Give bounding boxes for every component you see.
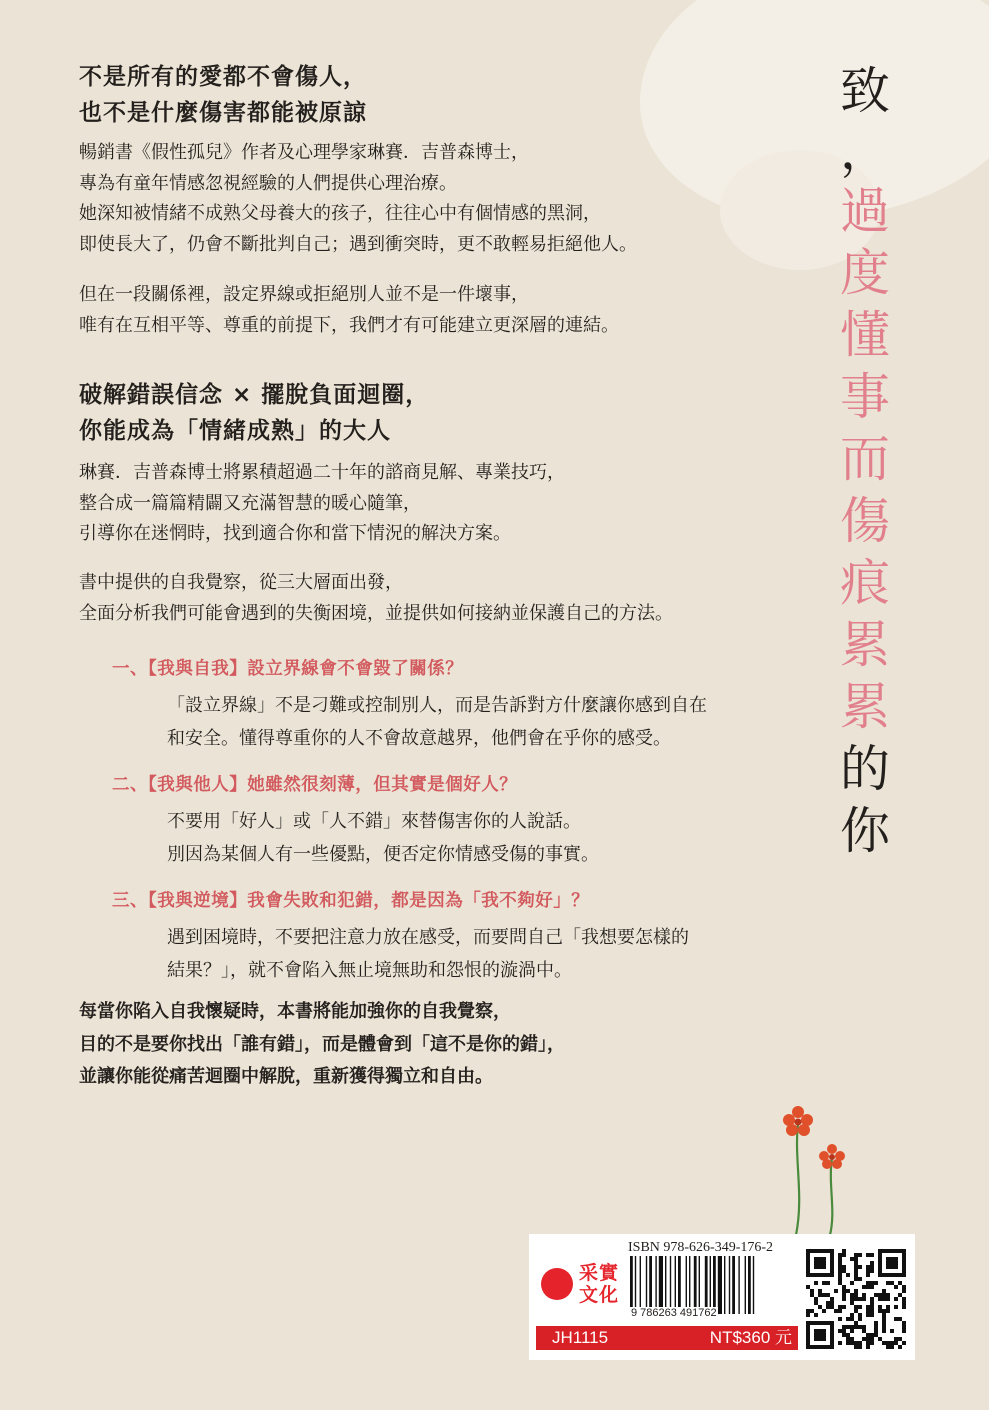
text-line: 目的不是要你找出「誰有錯」，而是體會到「這不是你的錯」， <box>79 1033 565 1055</box>
publisher-logo-mark <box>541 1268 573 1300</box>
title-char: ， <box>840 122 890 180</box>
text-line: 不要用「好人」或「人不錯」來替傷害你的人說話。 <box>167 811 581 832</box>
heading-line: 也不是什麼傷害都能被原諒 <box>79 100 367 126</box>
text-line: 即使長大了，仍會不斷批判自己；遇到衝突時，更不敢輕易拒絕他人。 <box>79 233 637 255</box>
price-bar <box>536 1326 798 1350</box>
flower-illustration <box>770 1100 860 1235</box>
title-char: 的 <box>840 740 890 798</box>
text-line: 和安全。懂得尊重你的人不會故意越界，他們會在乎你的感受。 <box>167 728 671 749</box>
vertical-book-title <box>825 60 905 862</box>
text-line: 書中提供的自我覺察，從三大層面出發， <box>79 572 403 593</box>
item-body-self <box>167 689 707 755</box>
heading-line: 破解錯誤信念 × 擺脫負面迴圈， <box>79 382 430 408</box>
title-char: 你 <box>840 802 890 860</box>
text-line: 別因為某個人有一些優點，便否定你情感受傷的事實。 <box>167 844 599 865</box>
heading-line: 你能成為「情緒成熟」的大人 <box>79 418 391 444</box>
text-line: 並讓你能從痛苦迴圈中解脫，重新獲得獨立和自由。 <box>79 1066 493 1087</box>
text-line: 引導你在迷惘時，找到適合你和當下情況的解決方案。 <box>79 523 511 544</box>
title-char: 致 <box>840 62 890 120</box>
heading-line: 不是所有的愛都不會傷人， <box>79 64 367 90</box>
text-line: 專為有童年情感忽視經驗的人們提供心理治療。 <box>79 172 457 194</box>
text-line: 整合成一篇篇精闢又充滿智慧的暖心隨筆， <box>79 492 421 514</box>
isbn-text: ISBN 978-626-349-176-2 <box>628 1240 774 1255</box>
publisher-name-line: 文化 <box>579 1284 620 1306</box>
title-char: 累 <box>840 616 890 674</box>
text-line: 暢銷書《假性孤兒》作者及心理學家琳賽．吉普森博士， <box>79 142 529 163</box>
item-body-others <box>167 805 599 871</box>
text-line: 遇到困境時，不要把注意力放在感受，而要問自己「我想要怎樣的 <box>167 927 689 948</box>
price-label: NT$360 元 <box>709 1328 792 1347</box>
closing-paragraph <box>79 996 565 1094</box>
title-char: 而 <box>840 430 890 488</box>
item-title-adversity: 三、【我與逆境】我會失敗和犯錯，都是因為「我不夠好」？ <box>112 891 590 911</box>
text-line: 全面分析我們可能會遇到的失衡困境，並提供如何接納並保護自己的方法。 <box>79 602 673 624</box>
item-body-adversity <box>167 921 689 987</box>
boundary-paragraph <box>79 280 619 341</box>
barcode-number: 9 786263 491762 <box>631 1307 717 1319</box>
title-char: 傷 <box>840 492 890 550</box>
overview-paragraph <box>79 568 673 629</box>
title-char: 事 <box>840 368 890 426</box>
heading-section-1 <box>79 59 367 131</box>
qr-code <box>806 1249 906 1349</box>
item-title-others: 二、【我與他人】她雖然很刻薄，但其實是個好人？ <box>112 775 518 795</box>
title-char: 痕 <box>840 554 890 612</box>
item-title-self: 一、【我與自我】設立界線會不會毀了關係？ <box>112 659 464 679</box>
heading-section-2 <box>79 377 429 449</box>
publisher-name <box>579 1262 633 1306</box>
author-paragraph <box>79 458 565 550</box>
text-line: 但在一段關係裡，設定界線或拒絕別人並不是一件壞事， <box>79 284 529 305</box>
title-char: 過 <box>840 182 890 240</box>
title-char: 懂 <box>840 306 890 364</box>
text-line: 琳賽．吉普森博士將累積超過二十年的諮商見解、專業技巧， <box>79 462 565 483</box>
text-line: 她深知被情緒不成熟父母養大的孩子，往往心中有個情感的黑洞， <box>79 203 601 224</box>
text-line: 唯有在互相平等、尊重的前提下，我們才有可能建立更深層的連結。 <box>79 314 619 336</box>
title-char: 度 <box>840 244 890 302</box>
text-line: 結果？」，就不會陷入無止境無助和怨恨的漩渦中。 <box>167 960 572 981</box>
intro-paragraph <box>79 138 637 260</box>
title-char: 累 <box>840 678 890 736</box>
text-line: 每當你陷入自我懷疑時，本書將能加強你的自我覺察， <box>79 1001 511 1022</box>
text-line: 「設立界線」不是刁難或控制別人，而是告訴對方什麼讓你感到自在 <box>167 695 707 716</box>
publisher-name-line: 采實 <box>579 1262 620 1284</box>
publisher-logo <box>539 1262 631 1306</box>
product-code: JH1115 <box>552 1328 609 1347</box>
